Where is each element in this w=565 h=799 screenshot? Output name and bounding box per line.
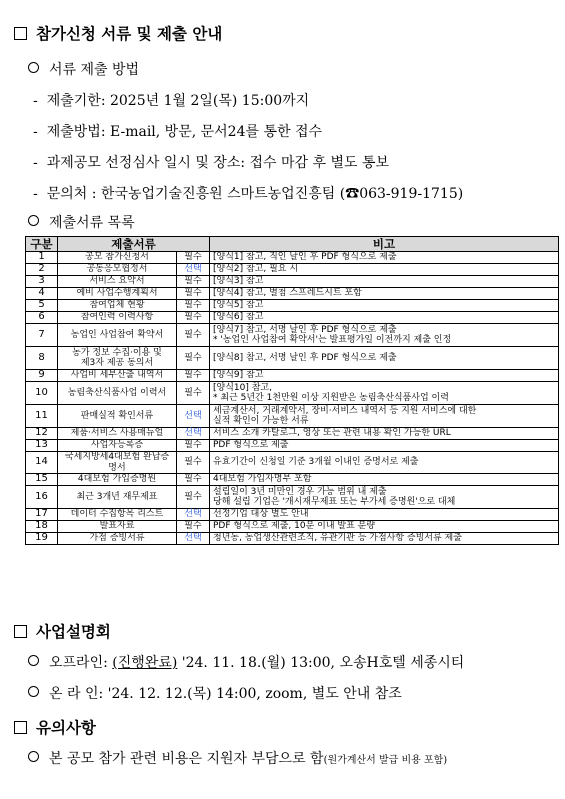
header-documents: 제출서류: [58, 237, 210, 252]
row-number: 2: [26, 264, 58, 276]
section-title-notes: 유의사항: [14, 716, 96, 738]
document-name: 참여업체 현황: [58, 300, 177, 312]
method-item: - 제출방법: E-mail, 방문, 문서24를 통한 접수: [33, 124, 323, 140]
online-briefing: 온 라 인: '24. 12. 12.(목) 14:00, zoom, 별도 안내 참조: [28, 683, 402, 703]
remark-cell: 선정기업 대상 별도 안내: [210, 509, 559, 521]
deadline-item: - 제출기한: 2025년 1월 2일(목) 15:00까지: [33, 93, 310, 109]
row-number: 6: [26, 312, 58, 324]
document-name: 참여인력 이력사항: [58, 312, 177, 324]
remark-cell: [양식6] 참고: [210, 312, 559, 324]
document-name: 국세지방세4대보험 완납증명서: [58, 452, 177, 474]
remark-cell: 서비스 소개 카탈로그, 영상 또는 관련 내용 확인 가능한 URL: [210, 428, 559, 440]
row-number: 15: [26, 474, 58, 486]
document-name: 발표자료: [58, 521, 177, 533]
table-row: [26, 382, 559, 405]
requirement-badge: 필수: [177, 474, 210, 486]
requirement-badge: 필수: [177, 324, 210, 347]
document-name: 사업비 세부산출 내역서: [58, 370, 177, 382]
requirement-badge: 필수: [177, 521, 210, 533]
document-name: 가점 증빙서류: [58, 533, 177, 545]
row-number: 14: [26, 452, 58, 474]
requirement-badge: 필수: [177, 440, 210, 452]
row-number: 19: [26, 533, 58, 545]
table-row: [26, 252, 559, 264]
table-row: [26, 509, 559, 521]
document-name: 데이터 수집항목 리스트: [58, 509, 177, 521]
row-number: 5: [26, 300, 58, 312]
checkbox-square-icon: [14, 721, 27, 734]
circle-bullet-icon: [28, 62, 39, 73]
row-number: 17: [26, 509, 58, 521]
table-row: [26, 276, 559, 288]
remark-cell: 4대보험 가입자명부 포함: [210, 474, 559, 486]
remark-cell: [양식1] 참고, 직인 날인 후 PDF 형식으로 제출: [210, 252, 559, 264]
table-row: [26, 264, 559, 276]
requirement-badge: 필수: [177, 276, 210, 288]
row-number: 3: [26, 276, 58, 288]
document-list-table: [25, 236, 559, 545]
section-title-application: 참가신청 서류 및 제출 안내: [14, 22, 222, 44]
requirement-badge: 필수: [177, 288, 210, 300]
table-row: [26, 440, 559, 452]
table-row: [26, 452, 559, 474]
document-name: 판매실적 확인서류: [58, 405, 177, 428]
checkbox-square-icon: [14, 625, 27, 638]
remark-cell: 세금계산서, 거래계약서, 장비·서비스 내역서 등 지원 서비스에 대한 실적 확인이 가능한 서류: [210, 405, 559, 428]
requirement-badge: 필수: [177, 382, 210, 405]
table-row: [26, 533, 559, 545]
requirement-badge: 필수: [177, 312, 210, 324]
row-number: 16: [26, 486, 58, 509]
table-row: [26, 312, 559, 324]
header-remarks: 비고: [210, 237, 559, 252]
offline-briefing: 오프라인: (진행완료) '24. 11. 18.(월) 13:00, 오송H호텔 세종시티: [28, 652, 464, 672]
document-name: 사업자등록증: [58, 440, 177, 452]
requirement-badge: 필수: [177, 486, 210, 509]
document-name: 예비 사업수행계획서: [58, 288, 177, 300]
requirement-badge: 필수: [177, 300, 210, 312]
requirement-badge: 선택: [177, 405, 210, 428]
circle-bullet-icon: [28, 751, 39, 762]
document-name: 4대보험 가입증명원: [58, 474, 177, 486]
requirement-badge: 필수: [177, 452, 210, 474]
requirement-badge: 선택: [177, 509, 210, 521]
contact-item: - 문의처 : 한국농업기술진흥원 스마트농업진흥팀 (☎063-919-1715): [33, 186, 464, 202]
offline-status: (진행완료): [112, 655, 178, 671]
remark-cell: [양식8] 참고, 서명 날인 후 PDF 형식으로 제출: [210, 347, 559, 370]
document-name: 농림축산식품사업 이력서: [58, 382, 177, 405]
remark-cell: [양식3] 참고: [210, 276, 559, 288]
table-row: [26, 428, 559, 440]
header-category: 구분: [26, 237, 58, 252]
sub-heading-document-list: 제출서류 목록: [28, 212, 135, 232]
remark-cell: PDF 형식으로 제출: [210, 440, 559, 452]
sub-heading-submission-method: 서류 제출 방법: [28, 59, 139, 79]
row-number: 1: [26, 252, 58, 264]
document-name: 공모 참가신청서: [58, 252, 177, 264]
row-number: 18: [26, 521, 58, 533]
checkbox-square-icon: [14, 27, 27, 40]
remark-cell: 유효기간이 신청일 기준 3개월 이내인 증명서로 제출: [210, 452, 559, 474]
table-row: [26, 474, 559, 486]
table-row: [26, 486, 559, 509]
remark-cell: [양식5] 참고: [210, 300, 559, 312]
table-row: [26, 521, 559, 533]
row-number: 9: [26, 370, 58, 382]
requirement-badge: 선택: [177, 264, 210, 276]
row-number: 10: [26, 382, 58, 405]
row-number: 11: [26, 405, 58, 428]
table-row: [26, 324, 559, 347]
section-title-briefing: 사업설명회: [14, 620, 111, 642]
document-name: 제품·서비스 사용매뉴얼: [58, 428, 177, 440]
remark-cell: 청년농, 농업생산관련조직, 유관기관 등 가점사항 증빙서류 제출: [210, 533, 559, 545]
table-row: [26, 347, 559, 370]
document-name: 공동응모협정서: [58, 264, 177, 276]
row-number: 4: [26, 288, 58, 300]
remark-cell: PDF 형식으로 제출, 10분 이내 발표 분량: [210, 521, 559, 533]
table-row: [26, 370, 559, 382]
remark-cell: [양식9] 참고: [210, 370, 559, 382]
table-row: [26, 288, 559, 300]
table-header-row: [26, 237, 559, 252]
requirement-badge: 필수: [177, 370, 210, 382]
row-number: 13: [26, 440, 58, 452]
review-schedule-item: - 과제공모 선정심사 일시 및 장소: 접수 마감 후 별도 통보: [33, 155, 390, 171]
table-row: [26, 300, 559, 312]
cost-note: 본 공모 참가 관련 비용은 지원자 부담으로 함(원가계산서 발급 비용 포함): [28, 748, 447, 768]
row-number: 8: [26, 347, 58, 370]
row-number: 12: [26, 428, 58, 440]
remark-cell: [양식10] 참고, * 최근 5년간 1천만원 이상 지원받은 농림축산식품사업 이력: [210, 382, 559, 405]
circle-bullet-icon: [28, 655, 39, 666]
circle-bullet-icon: [28, 686, 39, 697]
remark-cell: [양식7] 참고, 서명 날인 후 PDF 형식으로 제출 * '농업인 사업참여 확약서'는 발표평가일 이전까지 제출 인정: [210, 324, 559, 347]
remark-cell: [양식2] 참고, 필요 시: [210, 264, 559, 276]
document-name: 농가 정보 수집·이용 및 제3자 제공 동의서: [58, 347, 177, 370]
remark-cell: 설립일이 3년 미만인 경우 가능 범위 내 제출 당해 설립 기업은 '개시재무제표 또는 부가세 증명원'으로 대체: [210, 486, 559, 509]
remark-cell: [양식4] 참고, 별첨 스프레드시트 포함: [210, 288, 559, 300]
requirement-badge: 선택: [177, 428, 210, 440]
requirement-badge: 선택: [177, 533, 210, 545]
document-name: 농업인 사업참여 확약서: [58, 324, 177, 347]
requirement-badge: 필수: [177, 347, 210, 370]
row-number: 7: [26, 324, 58, 347]
requirement-badge: 필수: [177, 252, 210, 264]
document-name: 서비스 요약서: [58, 276, 177, 288]
table-row: [26, 405, 559, 428]
circle-bullet-icon: [28, 215, 39, 226]
document-name: 최근 3개년 재무제표: [58, 486, 177, 509]
